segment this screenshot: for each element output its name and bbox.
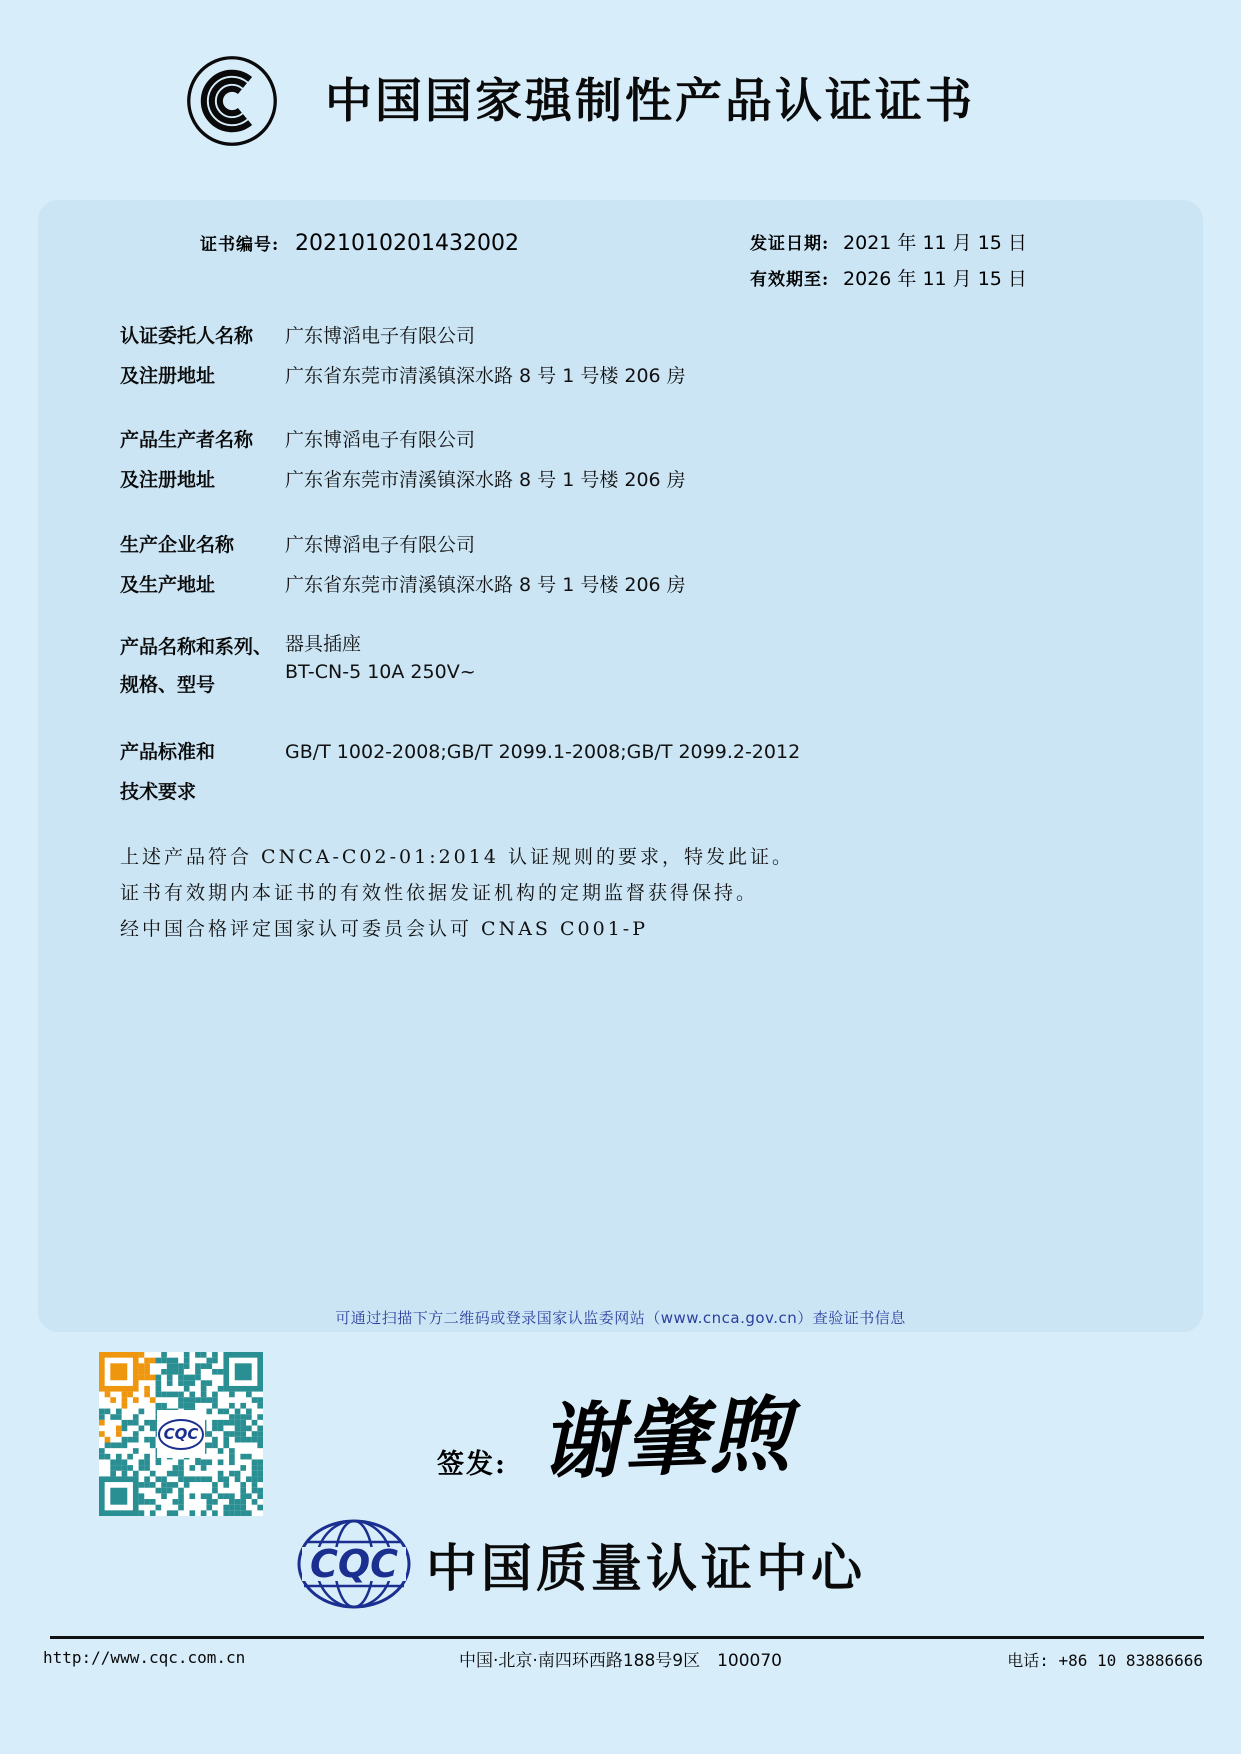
footer-website: http://www.cqc.com.cn bbox=[43, 1648, 246, 1667]
footer-divider bbox=[50, 1636, 1204, 1639]
field-value: 器具插座 bbox=[285, 633, 362, 655]
expiry-date-row bbox=[750, 262, 1027, 298]
expiry-date-label: 有效期至: bbox=[750, 270, 830, 290]
field-label: 产品名称和系列、 bbox=[120, 636, 273, 658]
field-value: BT-CN-5 10A 250V~ bbox=[285, 661, 476, 683]
statement-line: 上述产品符合 CNCA-C02-01:2014 认证规则的要求，特发此证。 bbox=[120, 846, 794, 868]
certificate-dates bbox=[750, 226, 1027, 298]
field-label: 技术要求 bbox=[120, 781, 197, 803]
cqc-emblem-text: CQC bbox=[158, 1419, 205, 1450]
certificate-number-row bbox=[200, 230, 519, 256]
field-label: 产品生产者名称 bbox=[120, 429, 254, 451]
field-value: 广东博滔电子有限公司 bbox=[285, 534, 476, 556]
signed-by-label: 签发: bbox=[437, 1449, 507, 1480]
footer bbox=[0, 1646, 1241, 1676]
field-label: 及注册地址 bbox=[120, 469, 216, 491]
field-value: 广东省东莞市清溪镇深水路 8 号 1 号楼 206 房 bbox=[285, 469, 686, 491]
field-label: 认证委托人名称 bbox=[120, 325, 254, 347]
field-value: 广东博滔电子有限公司 bbox=[285, 325, 476, 347]
certificate-number-value: 2021010201432002 bbox=[295, 231, 519, 256]
signature-handwriting: 谢肇煦 bbox=[538, 1386, 794, 1492]
certificate-number-label: 证书编号: bbox=[200, 235, 280, 255]
cqc-logo-text: CQC bbox=[309, 1542, 399, 1586]
footer-address: 中国·北京·南四环西路188号9区 100070 bbox=[459, 1651, 782, 1671]
field-label: 及生产地址 bbox=[120, 574, 216, 596]
signature-row bbox=[0, 1380, 1241, 1510]
verification-note: 可通过扫描下方二维码或登录国家认监委网站（www.cnca.gov.cn）查验证书信息 bbox=[335, 1309, 906, 1327]
field-value: GB/T 1002-2008;GB/T 2099.1-2008;GB/T 2099.2-2012 bbox=[285, 741, 801, 763]
field-label: 及注册地址 bbox=[120, 365, 216, 387]
issuer-name: 中国质量认证中心 bbox=[426, 1540, 867, 1599]
field-value: 广东省东莞市清溪镇深水路 8 号 1 号楼 206 房 bbox=[285, 365, 686, 387]
certificate-title: 中国国家强制性产品认证证书 bbox=[325, 74, 975, 129]
issue-date-label: 发证日期: bbox=[750, 234, 830, 254]
statement-line: 证书有效期内本证书的有效性依据发证机构的定期监督获得保持。 bbox=[120, 882, 759, 904]
issuer-row bbox=[296, 1516, 866, 1612]
issue-date-value: 2021 年 11 月 15 日 bbox=[843, 232, 1027, 254]
ccc-mark-icon bbox=[185, 54, 279, 148]
cqc-globe-icon bbox=[296, 1518, 412, 1610]
field-label: 生产企业名称 bbox=[120, 534, 235, 556]
field-value: 广东省东莞市清溪镇深水路 8 号 1 号楼 206 房 bbox=[285, 574, 686, 596]
statement-line: 经中国合格评定国家认可委员会认可 CNAS C001-P bbox=[120, 918, 648, 940]
expiry-date-value: 2026 年 11 月 15 日 bbox=[843, 268, 1027, 290]
field-label: 规格、型号 bbox=[120, 674, 216, 696]
issue-date-row bbox=[750, 226, 1027, 262]
field-label: 产品标准和 bbox=[120, 741, 216, 763]
field-value: 广东博滔电子有限公司 bbox=[285, 429, 476, 451]
footer-phone: 电话: +86 10 83886666 bbox=[1007, 1651, 1203, 1670]
certificate-panel bbox=[38, 200, 1203, 1332]
